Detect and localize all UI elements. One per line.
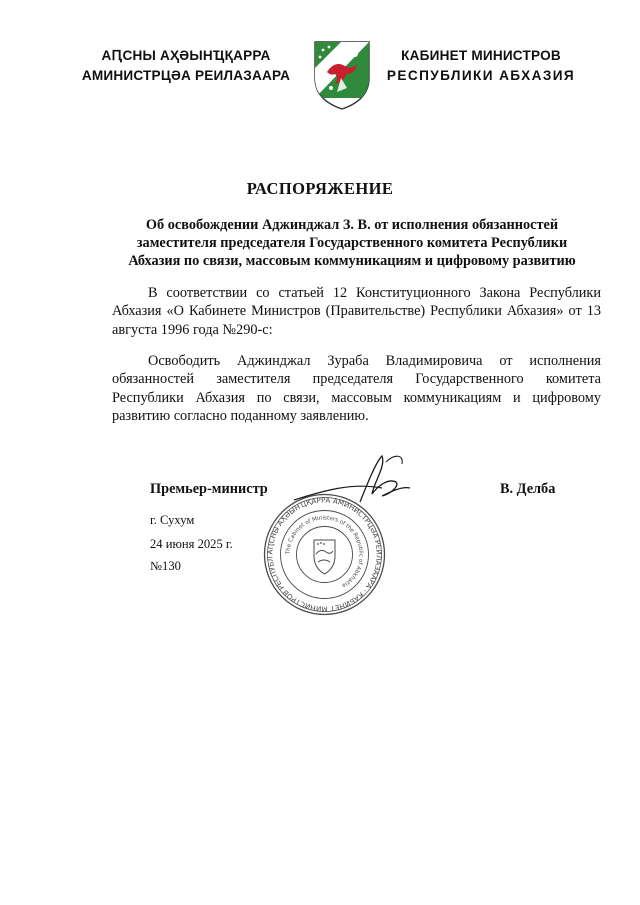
paragraph-legal-basis: В соответствии со статьей 12 Конституционного Закона Республики Абхазия «О Кабинете Министров (Правительстве) Республики Абхазия» от 13 августа 1996 года №290-с: — [112, 285, 601, 338]
coat-of-arms-icon — [311, 38, 373, 112]
ministry-name-abkhaz — [80, 46, 292, 86]
handwritten-signature — [290, 452, 420, 514]
seal-inner-text: The Cabinet of Ministers of the Republic of Abkhazia — [285, 515, 364, 589]
subject-line-3: Абхазия по связи, массовым коммуникациям и цифровому развитию — [128, 253, 576, 270]
subject-line-1: Об освобождении Аджинджал З. В. от исполнения обязанностей — [145, 217, 559, 233]
header-left-line2: АМИНИСТРЦӘА РЕИЛАЗААРА — [81, 68, 291, 83]
issue-city: г. Сухум — [150, 513, 195, 527]
document-number: №130 — [150, 559, 181, 573]
signatory-role: Премьер-министр — [150, 481, 268, 497]
ministry-name-russian — [385, 46, 577, 86]
header-left-line1: АԤСНЫ АҲӘЫНҴҚАРРА — [101, 48, 271, 63]
header-right-line1: КАБИНЕТ МИНИСТРОВ — [401, 48, 561, 63]
signatory-name: В. Делба — [500, 481, 556, 497]
subject-line-2: заместителя председателя Государственного комитета Республики — [136, 235, 568, 252]
issue-date: 24 июня 2025 г. — [150, 537, 233, 551]
document-title: РАСПОРЯЖЕНИЕ — [246, 179, 394, 198]
paragraph-order: Освободить Аджинджал Зураба Владимировича от исполнения обязанностей заместителя председателя Государственного комитета Республики Абхазия по связи, массовым коммуникациям и цифровому развитию согласно поданному заявлению. — [112, 353, 601, 424]
header-right-line2: РЕСПУБЛИКИ АБХАЗИЯ — [386, 68, 576, 83]
document-subject — [100, 216, 604, 271]
seal-outer-text: АԤСНЫ АҲӘЫНҴҚАРРА АМИНИСТРЦӘА РЕИЛАЗААРА · КАБИНЕТ МИНИСТРОВ РЕСПУБЛ — [265, 495, 384, 614]
